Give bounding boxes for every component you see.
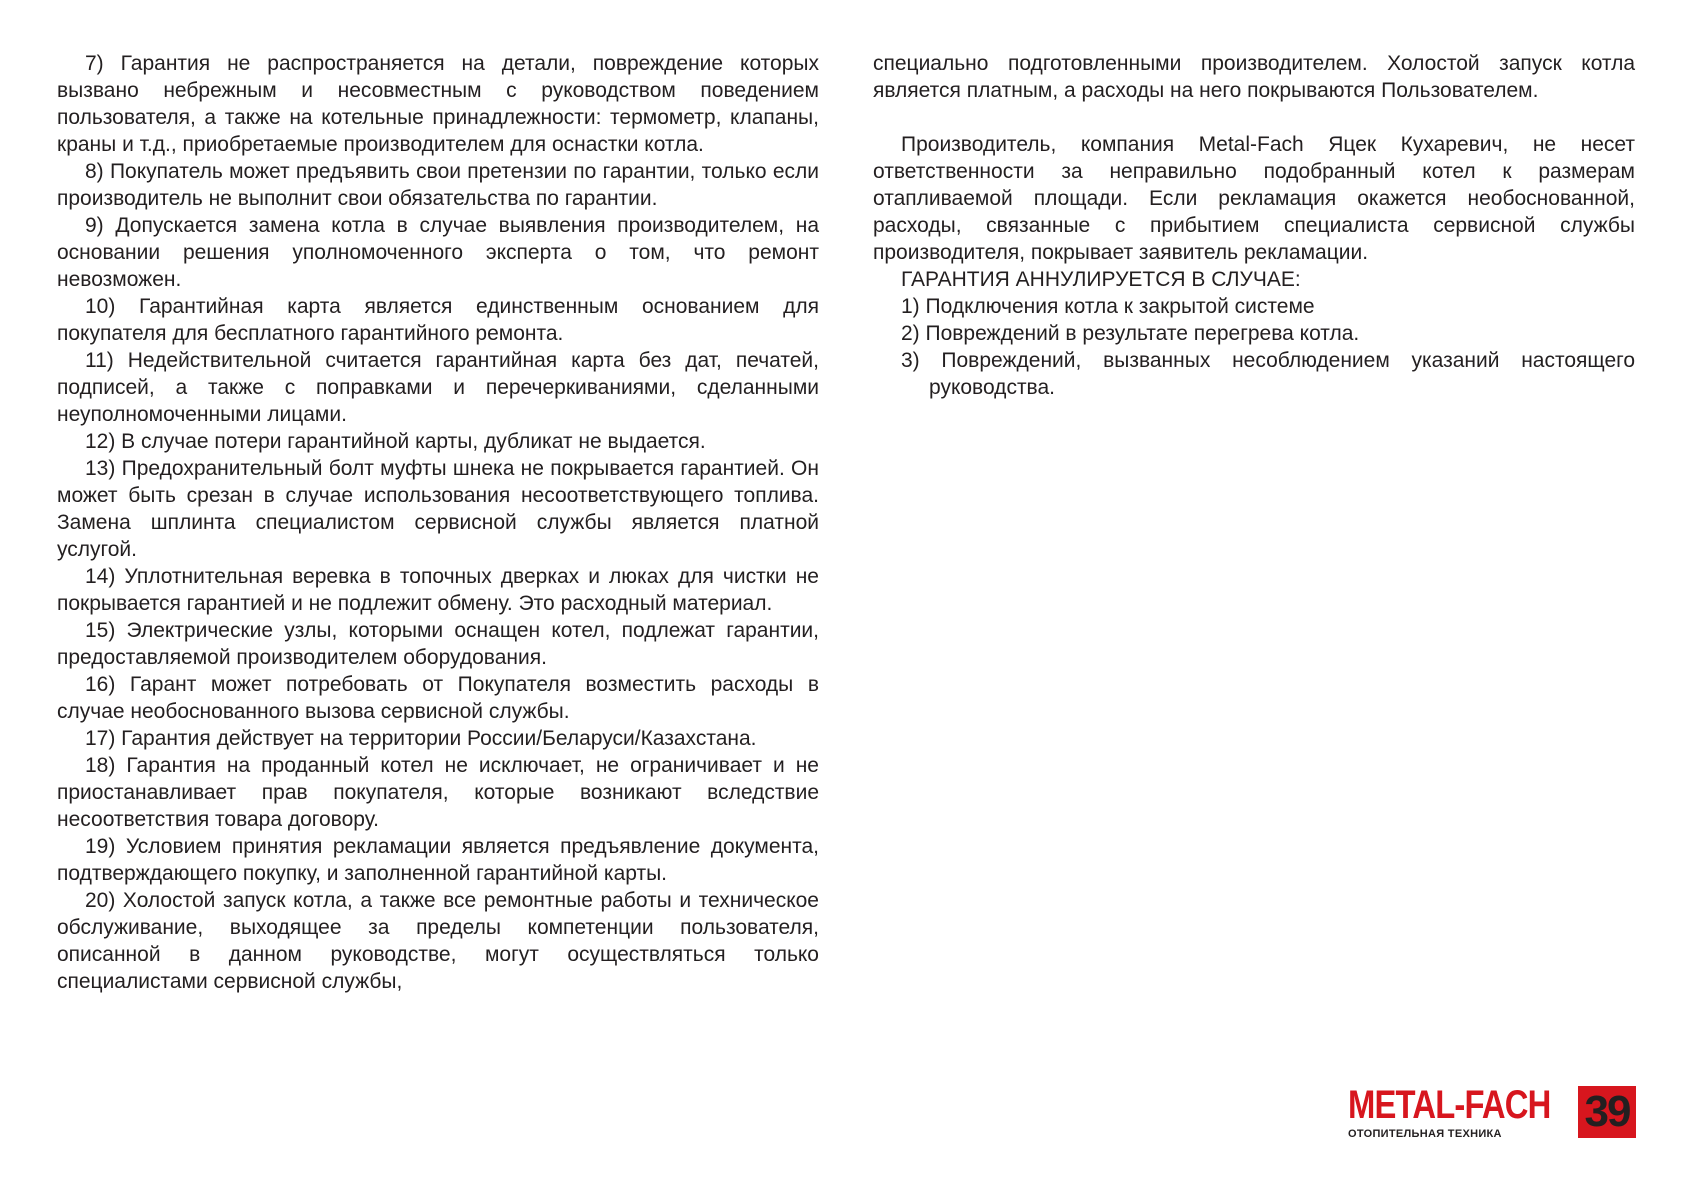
warranty-clause-12: 12) В случае потери гарантийной карты, дубликат не выдается. bbox=[85, 430, 706, 453]
warranty-clause-13: 13) Предохранительный болт муфты шнека не покрывается гарантией. Он может быть срезан в случае использования несоответствующего топлива. Замена шплинта специалистом сервисной службы является платной услугой. bbox=[57, 457, 819, 561]
void-condition-item: 2) Повреждений в результате перегрева котла. bbox=[901, 322, 1360, 345]
warranty-clause-10: 10) Гарантийная карта является единственным основанием для покупателя для бесплатного гарантийного ремонта. bbox=[57, 295, 819, 345]
warranty-clause-19: 19) Условием принятия рекламации является предъявление документа, подтверждающего покупку, и заполненной гарантийной карты. bbox=[57, 835, 819, 885]
paragraph-spacer bbox=[873, 104, 1635, 131]
brand-tagline: ОТОПИТЕЛЬНАЯ ТЕХНИКА bbox=[1348, 1128, 1502, 1140]
warranty-clause-8: 8) Покупатель может предъявить свои претензии по гарантии, только если производитель не выполнит свои обязательства по гарантии. bbox=[57, 160, 819, 210]
warranty-void-heading: ГАРАНТИЯ АННУЛИРУЕТСЯ В СЛУЧАЕ: bbox=[901, 268, 1301, 291]
void-condition-item: 3) Повреждений, вызванных несоблюдением указаний настоящего руководства. bbox=[901, 349, 1635, 399]
warranty-clause-17: 17) Гарантия действует на территории России/Беларуси/Казахстана. bbox=[85, 727, 757, 750]
page-number: 39 bbox=[1578, 1086, 1636, 1138]
clause-20-continuation: специально подготовленными производителем. Холостой запуск котла является платным, а расходы на него покрываются Пользователем. bbox=[873, 52, 1635, 102]
warranty-clause-14: 14) Уплотнительная веревка в топочных дверках и люках для чистки не покрывается гарантией и не подлежит обмену. Это расходный материал. bbox=[57, 565, 819, 615]
warranty-clause-20: 20) Холостой запуск котла, а также все ремонтные работы и техническое обслуживание, выходящее за пределы компетенции пользователя, описанной в данном руководстве, могут осуществляться только специалистами сервисной службы, bbox=[57, 889, 819, 993]
warranty-clause-16: 16) Гарант может потребовать от Покупателя возместить расходы в случае необоснованного вызова сервисной службы. bbox=[57, 673, 819, 723]
right-text-column bbox=[873, 50, 1635, 401]
warranty-clause-9: 9) Допускается замена котла в случае выявления производителем, на основании решения уполномоченного эксперта о том, что ремонт невозможен. bbox=[57, 214, 819, 291]
warranty-clause-11: 11) Недействительной считается гарантийная карта без дат, печатей, подписей, а также с поправками и перечеркиваниями, сделанными неуполномоченными лицами. bbox=[57, 349, 819, 426]
warranty-clause-18: 18) Гарантия на проданный котел не исключает, не ограничивает и не приостанавливает прав покупателя, которые возникают вследствие несоответствия товара договору. bbox=[57, 754, 819, 831]
manufacturer-liability-note: Производитель, компания Metal-Fach Яцек Кухаревич, не несет ответственности за неправильно подобранный котел к размерам отапливаемой площади. Если рекламация окажется необоснованной, расходы, связанные с прибытием специалиста сервисной службы производителя, покрывает заявитель рекламации. bbox=[873, 133, 1635, 264]
brand-name: METAL-FACH bbox=[1348, 1083, 1551, 1127]
left-text-column bbox=[57, 50, 819, 995]
metal-fach-logo bbox=[1348, 1085, 1556, 1139]
void-condition-item: 1) Подключения котла к закрытой системе bbox=[901, 295, 1315, 318]
warranty-clause-15: 15) Электрические узлы, которыми оснащен котел, подлежат гарантии, предоставляемой производителем оборудования. bbox=[57, 619, 819, 669]
warranty-clause-7: 7) Гарантия не распространяется на детали, повреждение которых вызвано небрежным и несовместным с руководством поведением пользователя, а также на котельные принадлежности: термометр, клапаны, краны и т.д., приобретаемые производителем для оснастки котла. bbox=[57, 52, 819, 156]
